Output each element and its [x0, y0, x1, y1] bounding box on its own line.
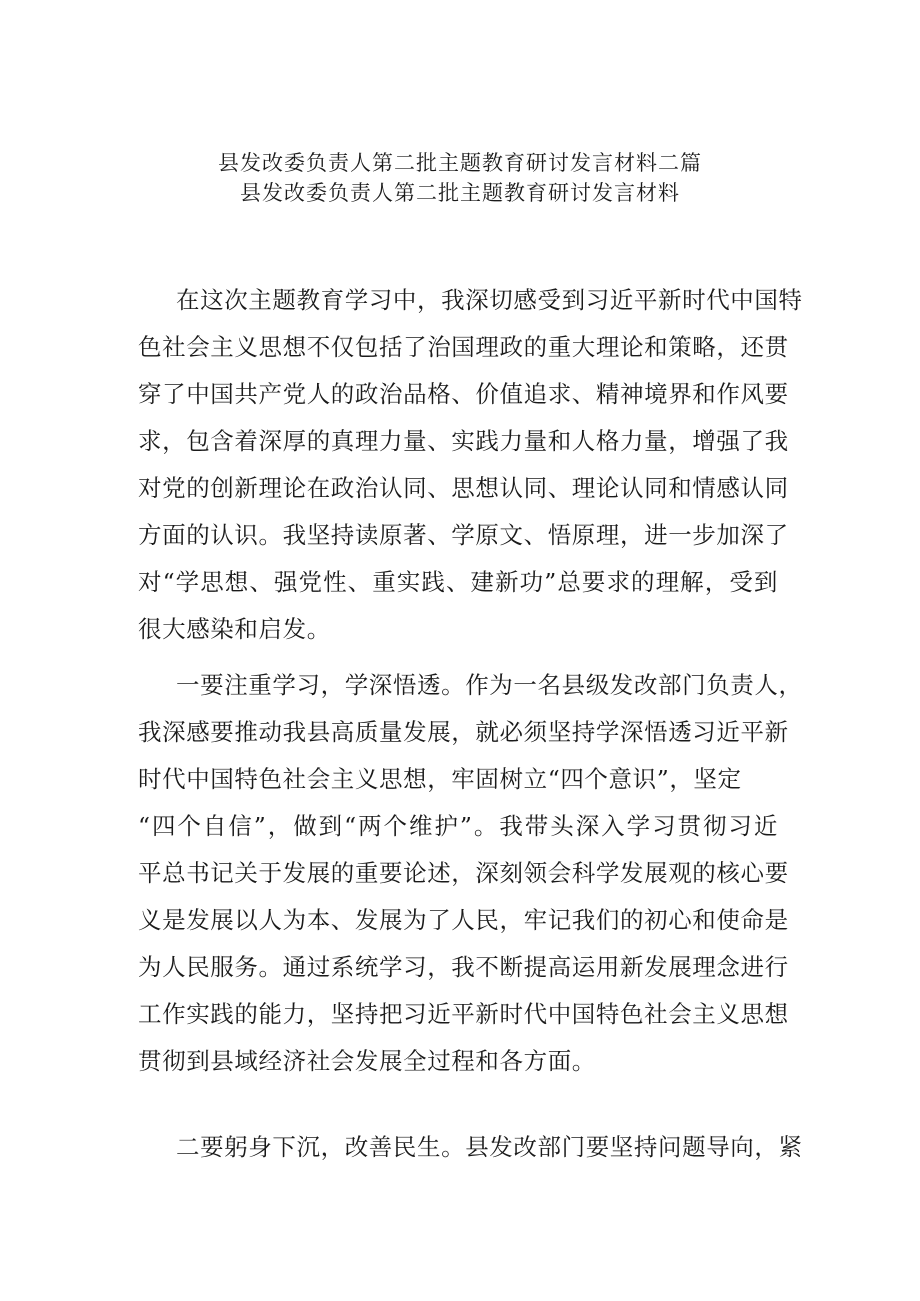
- document-title: 县发改委负责人第二批主题教育研讨发言材料二篇: [218, 151, 702, 175]
- paragraph-line: 对党的创新理论在政治认同、思想认同、理论认同和情感认同: [138, 474, 789, 502]
- paragraph-line: 穿了中国共产党人的政治品格、价值追求、精神境界和作风要: [138, 380, 789, 408]
- paragraph-line: “四个自信”，做到“两个维护”。我带头深入学习贯彻习近: [138, 812, 778, 840]
- paragraph-line: 方面的认识。我坚持读原著、学原文、悟原理，进一步加深了: [138, 521, 789, 549]
- paragraph-line: 工作实践的能力，坚持把习近平新时代中国特色社会主义思想: [138, 1000, 789, 1028]
- paragraph-line: 一要注重学习，学深悟透。作为一名县级发改部门负责人，: [176, 671, 803, 699]
- paragraph-line: 我深感要推动我县高质量发展，就必须坚持学深悟透习近平新: [138, 718, 789, 746]
- paragraph-line: 义是发展以人为本、发展为了人民，牢记我们的初心和使命是: [138, 906, 789, 934]
- paragraph-line: 对“学思想、强党性、重实践、建新功”总要求的理解，受到: [138, 568, 778, 596]
- paragraph-line: 二要躬身下沉，改善民生。县发改部门要坚持问题导向，紧: [176, 1133, 803, 1161]
- paragraph-line: 时代中国特色社会主义思想，牢固树立“四个意识”，坚定: [138, 765, 742, 793]
- paragraph-line: 为人民服务。通过系统学习，我不断提高运用新发展理念进行: [138, 953, 789, 981]
- paragraph-line: 平总书记关于发展的重要论述，深刻领会科学发展观的核心要: [138, 859, 789, 887]
- document-subtitle: 县发改委负责人第二批主题教育研讨发言材料: [240, 181, 680, 205]
- paragraph-line: 求，包含着深厚的真理力量、实践力量和人格力量，增强了我: [138, 427, 789, 455]
- paragraph-line: 在这次主题教育学习中，我深切感受到习近平新时代中国特: [176, 286, 803, 314]
- paragraph-line: 色社会主义思想不仅包括了治国理政的重大理论和策略，还贯: [138, 333, 789, 361]
- paragraph-line: 贯彻到县域经济社会发展全过程和各方面。: [138, 1047, 596, 1075]
- paragraph-line: 很大感染和启发。: [138, 615, 331, 643]
